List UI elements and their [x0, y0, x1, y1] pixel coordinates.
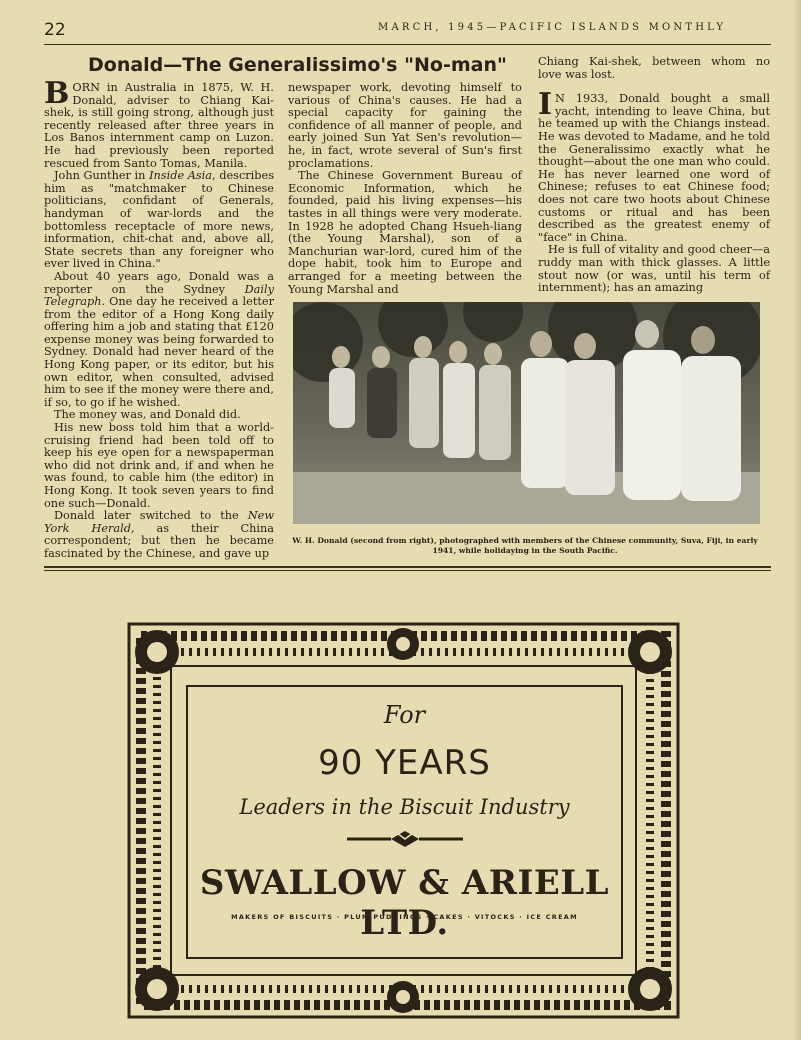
article-column-1 — [44, 76, 275, 561]
paragraph: The money was, and Donald did. — [54, 408, 241, 422]
paragraph: The Chinese Government Bureau of Economic Information, which he founded, paid his living expenses—his tastes in all things were very moderate. In 1928 he adopted Chang Hsueh-liang (the Young Marshal), son of a Manchurian war-lord, cured him of the dope habit, took him to Europe and arranged for a meeting between the Young Marshal and — [288, 169, 522, 296]
ad-leaders-script: Leaders in the Biscuit Industry — [239, 795, 570, 819]
biscuit-advertisement — [127, 622, 680, 1019]
article-column-3 — [538, 56, 770, 295]
ad-products-line: MAKERS OF BISCUITS · PLUM PUDDINGS · CAKES · VITOCKS · ICE CREAM — [231, 913, 578, 921]
group-photograph — [293, 302, 760, 524]
paragraph: About 40 years ago, Donald was a reporter on the Sydney Daily Telegraph. One day he received a letter from the editor of a Hong Kong daily offering him a job and stating that £120 expense money was being forwarded to Sydney. Donald had never heard of the Hong Kong paper, or its editor, but his own editor, when consulted, advised him to see if the money were there and, if so, to go if he wished. — [44, 269, 274, 409]
header-rule — [44, 44, 771, 45]
ad-years-headline: 90 YEARS — [318, 743, 491, 783]
swallow-ornament-icon — [188, 827, 621, 855]
article-column-2 — [288, 82, 522, 296]
paragraph: Chiang Kai-shek, between whom no love was lost. — [538, 55, 770, 81]
page-edge — [793, 0, 801, 1040]
article-title: Donald—The Generalissimo's "No-man" — [88, 54, 507, 76]
drop-cap: I — [538, 87, 553, 123]
paragraph: Donald later switched to the New York Herald, as their China correspondent; but then he became fascinated by the Chinese, and gave up — [44, 509, 274, 560]
paragraph: BORN in Australia in 1875, W. H. Donald, adviser to Chiang Kai-shek, is still going strong, although just recently released after three years in Los Banos internment camp on Luzon. He had previously been reported rescued from Santo Tomas, Manila. — [44, 76, 274, 170]
ad-brand-name: SWALLOW & ARIELL LTD. — [199, 863, 610, 943]
paragraph: John Gunther in Inside Asia, describes him as "matchmaker to Chinese politicians, confidant of Generals, handyman of war-lords and the bottomless receptacle of more news, information, chit-chat and, above all, State secrets than any foreigner who ever lived in China." — [44, 169, 275, 271]
section-rule-thin — [44, 570, 771, 571]
paragraph: His new boss told him that a world-cruising friend had been told off to keep his eye open for a newspaperman who did not drink and, if and when he was found, to cable him (the editor) in Hong Kong. It took seven years to find one such—Donald. — [44, 421, 274, 510]
drop-cap: B — [44, 76, 70, 111]
ad-panel — [186, 685, 623, 959]
paragraph: He is full of vitality and good cheer—a ruddy man with thick glasses. A little stout now (or was, until his term of internment); has an amazing — [538, 243, 770, 295]
paragraph: I N 1933, Donald bought a small yacht, intending to leave China, but he teamed up with the Chiangs instead. He was devoted to Madame, and he told the Generalissimo exactly what he thought—about the one man who could. He has never learned one word of Chinese; refuses to eat Chinese food; does not care two hoots about Chinese customs or ritual and has been described as the greatest enemy of "face" in China. — [538, 87, 770, 244]
page-number: 22 — [44, 20, 66, 40]
ad-for-script: For — [383, 701, 426, 729]
photo-caption: W. H. Donald (second from right), photographed with members of the Chinese community, Suva, Fiji, in early 1941, while holidaying in the South Pacific. — [292, 536, 758, 555]
paragraph: newspaper work, devoting himself to various of China's causes. He had a special capacity for gaining the confidence of all manner of people, and early joined Sun Yat Sen's revolution—he, in fact, wrote several of Sun's first proclamations. — [288, 81, 522, 170]
running-head: MARCH, 1945—PACIFIC ISLANDS MONTHLY — [378, 22, 727, 33]
section-rule — [44, 566, 771, 568]
